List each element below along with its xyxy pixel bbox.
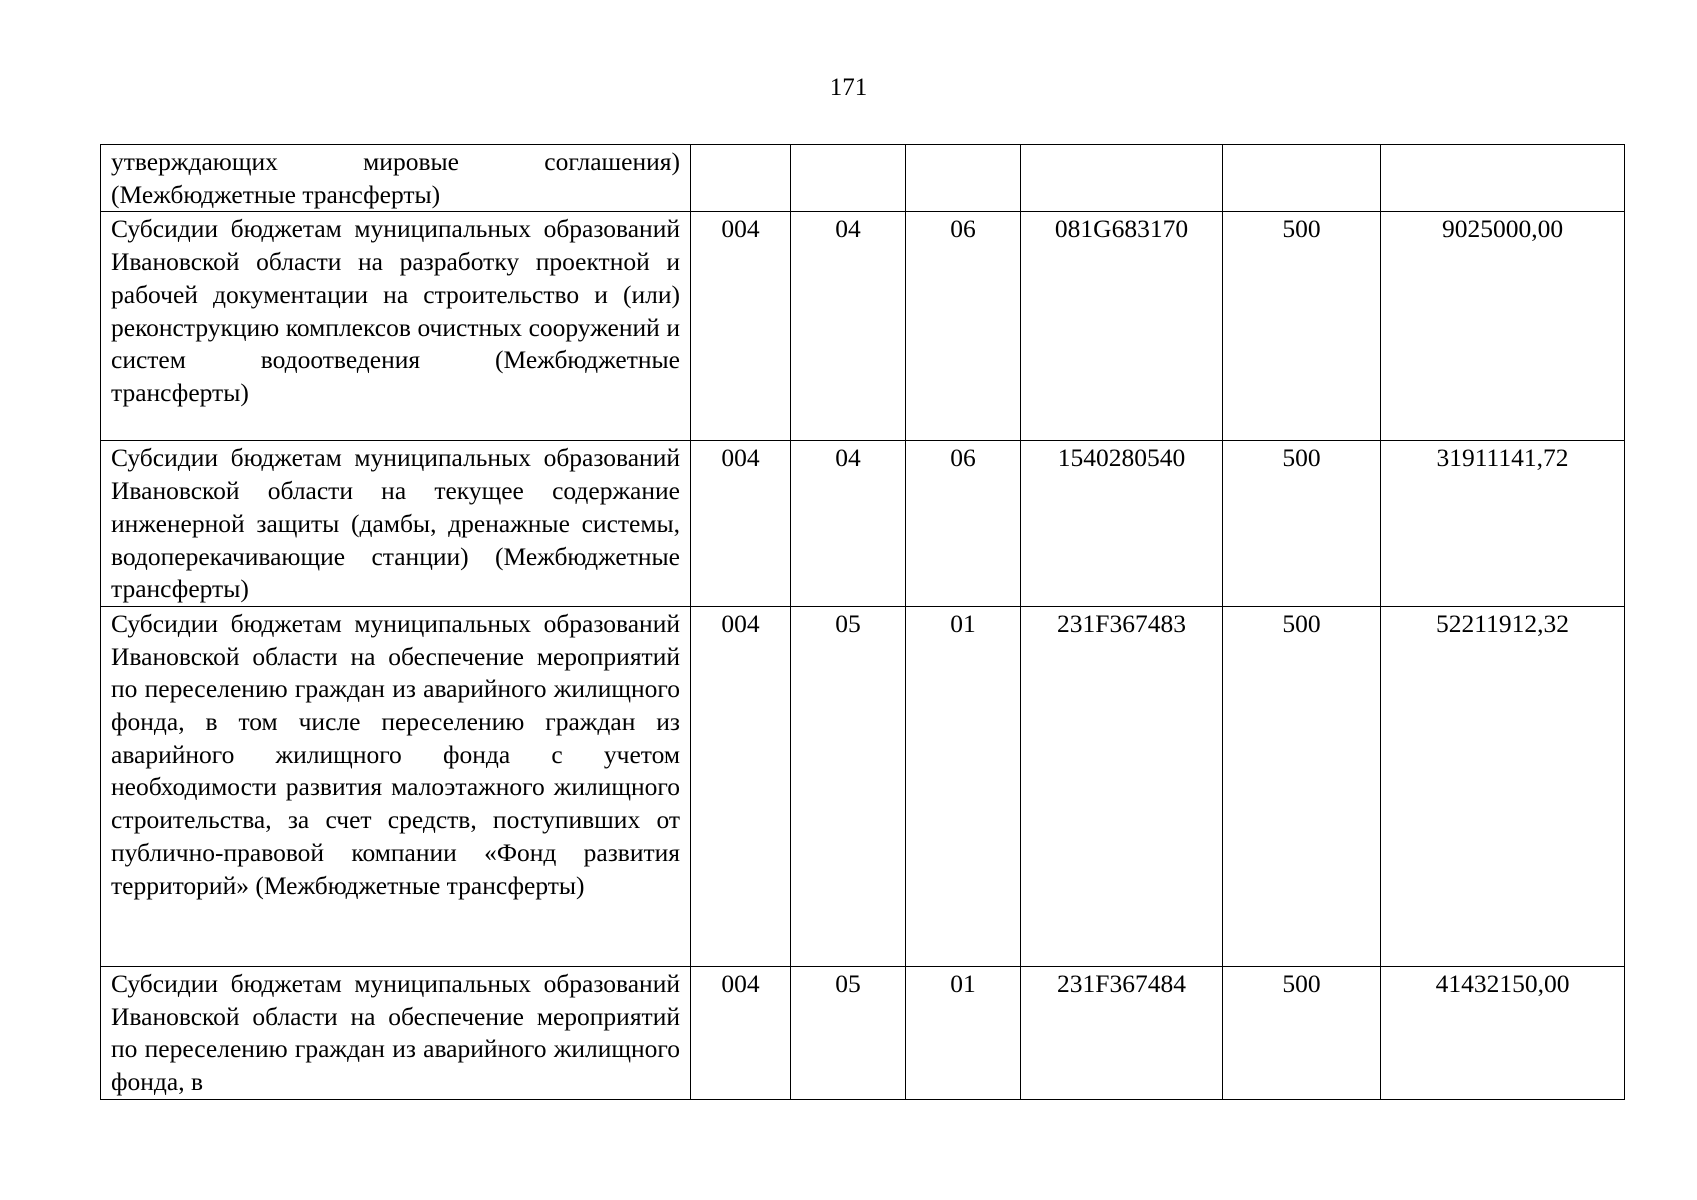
row-amount: 41432150,00: [1381, 966, 1625, 1099]
row-section: 04: [791, 441, 906, 607]
row-section: 05: [791, 966, 906, 1099]
row-subsection: 06: [906, 441, 1021, 607]
row-amount: 31911141,72: [1381, 441, 1625, 607]
row-description: Субсидии бюджетам муниципальных образований Ивановской области на обеспечение мероприятий по переселению граждан из аварийного жилищного фонда, в: [101, 966, 691, 1099]
row-section: 05: [791, 606, 906, 966]
row-description: утверждающих мировые соглашения) (Межбюджетные трансферты): [101, 145, 691, 212]
row-target-article: 081G683170: [1021, 212, 1223, 441]
row-target-article: 1540280540: [1021, 441, 1223, 607]
row-admin-code: [691, 145, 791, 212]
row-description: Субсидии бюджетам муниципальных образований Ивановской области на обеспечение мероприятий по переселению граждан из аварийного жилищного фонда, в том числе переселению граждан из аварийного жилищного фонда с учетом необходимости развития малоэтажного жилищного строительства, за счет средств, поступивших от публично-правовой компании «Фонд развития территорий» (Межбюджетные трансферты): [101, 606, 691, 966]
row-subsection: 01: [906, 966, 1021, 1099]
table-row: [101, 966, 1625, 1099]
row-expense-type: 500: [1223, 606, 1381, 966]
row-section: [791, 145, 906, 212]
row-subsection: 06: [906, 212, 1021, 441]
table-row: [101, 212, 1625, 441]
row-amount: 52211912,32: [1381, 606, 1625, 966]
row-admin-code: 004: [691, 441, 791, 607]
row-target-article: [1021, 145, 1223, 212]
table-row: [101, 606, 1625, 966]
page-number: 171: [829, 74, 868, 101]
budget-table: [100, 144, 1625, 1100]
table-row: [101, 145, 1625, 212]
row-amount: [1381, 145, 1625, 212]
row-description: Субсидии бюджетам муниципальных образований Ивановской области на разработку проектной и рабочей документации на строительство и (или) реконструкцию комплексов очистных сооружений и систем водоотведения (Межбюджетные трансферты): [101, 212, 691, 441]
row-admin-code: 004: [691, 966, 791, 1099]
row-subsection: [906, 145, 1021, 212]
row-target-article: 231F367483: [1021, 606, 1223, 966]
row-admin-code: 004: [691, 212, 791, 441]
row-expense-type: 500: [1223, 212, 1381, 441]
row-description: Субсидии бюджетам муниципальных образований Ивановской области на текущее содержание инженерной защиты (дамбы, дренажные системы, водоперекачивающие станции) (Межбюджетные трансферты): [101, 441, 691, 607]
row-admin-code: 004: [691, 606, 791, 966]
row-subsection: 01: [906, 606, 1021, 966]
table-row: [101, 441, 1625, 607]
row-expense-type: [1223, 145, 1381, 212]
row-expense-type: 500: [1223, 441, 1381, 607]
row-section: 04: [791, 212, 906, 441]
row-expense-type: 500: [1223, 966, 1381, 1099]
row-target-article: 231F367484: [1021, 966, 1223, 1099]
row-amount: 9025000,00: [1381, 212, 1625, 441]
